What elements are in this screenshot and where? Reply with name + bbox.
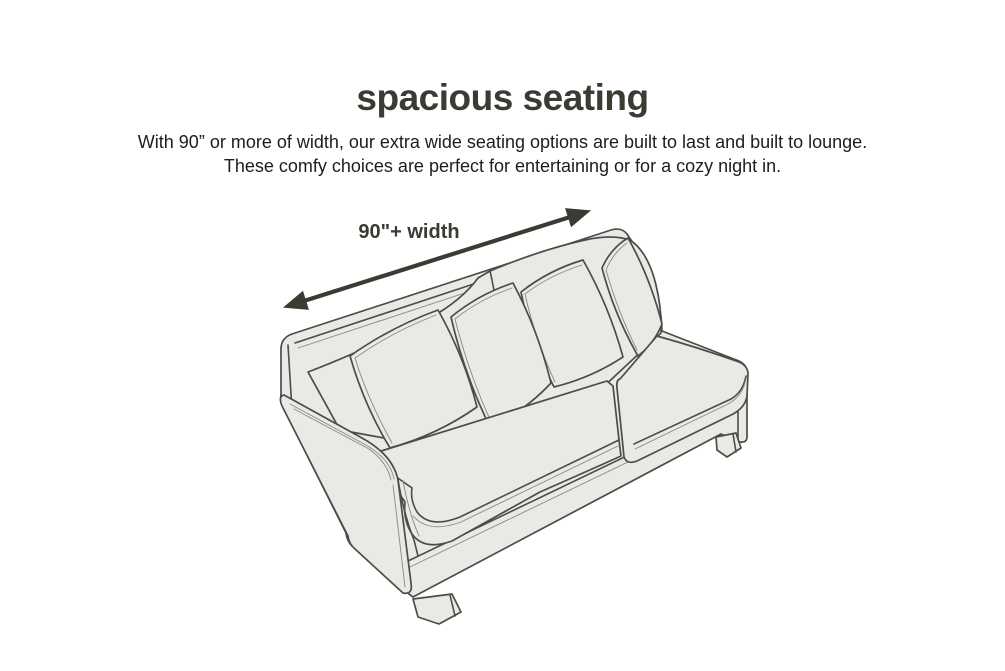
page-title: spacious seating: [356, 76, 649, 118]
dimension-label: 90"+ width: [358, 221, 460, 243]
description-line-1: With 90” or more of width, our extra wide seating options are built to last and built to lounge.: [137, 132, 868, 152]
description-line-2: These comfy choices are perfect for entertaining or for a cozy night in.: [223, 156, 782, 176]
sofa-foot: [716, 433, 741, 457]
